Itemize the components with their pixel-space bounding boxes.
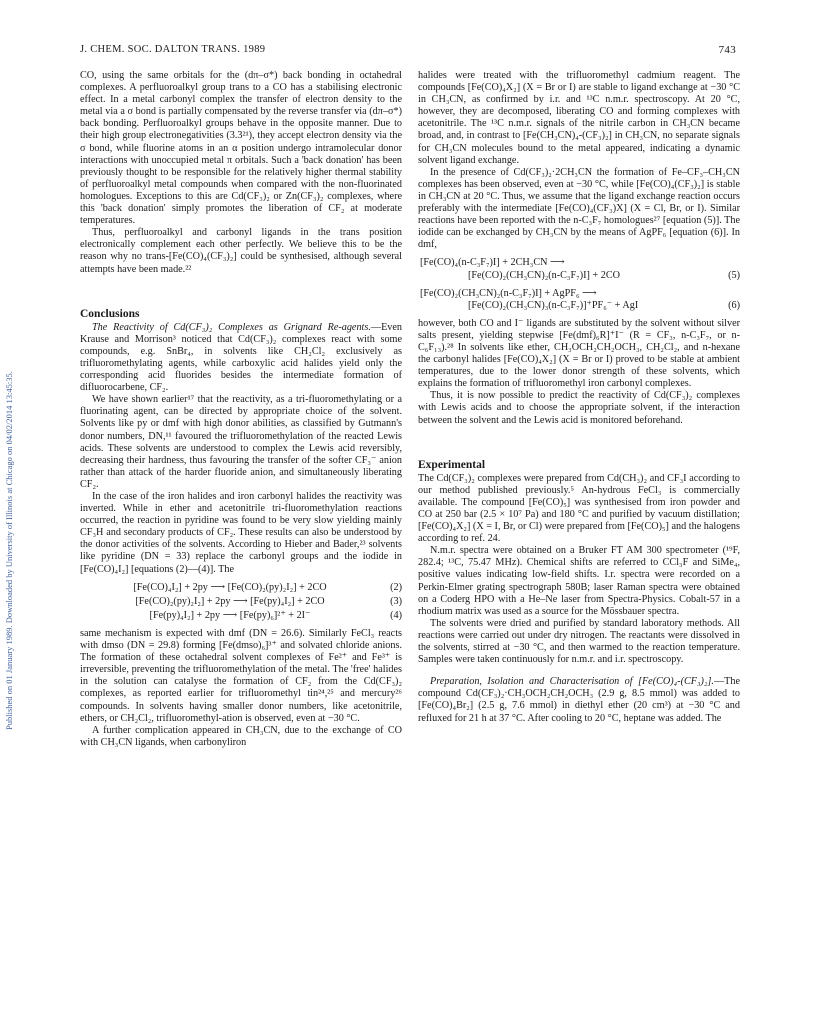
journal-title: J. CHEM. SOC. DALTON TRANS. 1989 bbox=[80, 44, 266, 55]
paragraph: N.m.r. spectra were obtained on a Bruker FT AM 300 spectrometer (¹⁹F, 282.4; ¹³C, 75.47 MHz). Chemical shifts are referred to CCl₃F and SiMe₄, positive values indicating low-field shifts. I.r. spectra were recorded on a Perkin-Elmer grating spectrograph 580B; laser Raman spectra were obtained on a Coderg HPO with a He–Ne laser from Spectra-Physics. Cobalt-57 in a rhodium matrix was used as a source for the Mössbauer spectra. bbox=[418, 545, 740, 617]
paragraph: Thus, perfluoroalkyl and carbonyl ligands in the trans position electronically complement each other perfectly. We believe this to be the reason why no trans-[Fe(CO)₄(CF₃)₂] could be synthesised, although several attempts have been made.²² bbox=[80, 227, 402, 275]
download-side-note[interactable]: Published on 01 January 1989. Downloaded by University of Illinois at Chicago on 04/02/2014 13:45:35. bbox=[4, 371, 14, 730]
page-number: 743 bbox=[718, 44, 736, 56]
right-column bbox=[418, 70, 740, 725]
equation-3: [Fe(CO)₂(py)₂I₂] + 2py ⟶ [Fe(py)₄I₂] + 2CO (3) bbox=[135, 595, 402, 607]
equation-6: [Fe(CO)₂(CH₃CN)₂(n-C₃F₇)I] + AgPF₆ ⟶ [Fe(CO)₂(CH₃CN)₃(n-C₃F₇)]⁺PF₆⁻ + AgI (6) bbox=[420, 287, 740, 311]
paragraph: The Reactivity of Cd(CF₃)₂ Complexes as Grignard Re-agents.—Even Krause and Morrison³ noticed that Cd(CF₃)₂ complexes react with some compounds, e.g. SnBr₄, in solvents like CH₂Cl₂ exclusively as trifluoromethylating agents, while carboxylic acid halides yield only the corresponding acid fluorides besides the intermediate formation of difluorocarbene, CF₂. bbox=[80, 321, 402, 394]
paragraph: halides were treated with the trifluoromethyl cadmium reagent. The compounds [Fe(CO)₄X₂] (X = Br or I) are stable to ligand exchange at −30 °C in CH₃CN, as confirmed by i.r. and ¹³C n.m.r. spectroscopy. At 20 °C, however, they are decomposed, liberating CO and forming complexes with acetonitrile. The ¹³C n.m.r. signals of the nitrile carbon in CH₃CN became broad, and, in contrast to [Fe(CH₃CN)₄-(CF₃)₂] in CH₃CN, no separate signals for CH₃CN molecules bound to the metal appeared, indicating a dynamic solvent ligand exchange. bbox=[418, 70, 740, 166]
equation-4: [Fe(py)₄I₂] + 2py ⟶ [Fe(py)₆]²⁺ + 2I⁻ (4) bbox=[149, 609, 402, 621]
equation-5: [Fe(CO)₄(n-C₃F₇)I] + 2CH₃CN ⟶ [Fe(CO)₂(CH₃CN)₂(n-C₃F₇)I] + 2CO (5) bbox=[420, 257, 740, 281]
equation-2: [Fe(CO)₄I₂] + 2py ⟶ [Fe(CO)₂(py)₂I₂] + 2CO (2) bbox=[133, 581, 402, 593]
section-heading-experimental: Experimental bbox=[418, 458, 486, 471]
paragraph: CO, using the same orbitals for the (dπ–σ*) back bonding in octahedral complexes. A perfluoroalkyl group trans to a CO has a stabilising electronic effect. In a metal carbonyl complex the transfer of electron density to the metal via a σ bond is partially compensated by the reverse transfer via (dπ–σ*) back bonding. Perfluoroalkyl groups behave in the opposite manner. Due to their high group electronegativities (3.3²¹), they accept electron density via the σ bond, while fluorine atoms in an α position undergo intramolecular donor interactions with unoccupied metal π orbitals. Such a 'back donation' has been previously thought to be responsible for the relatively higher thermal stability of perfluoroalkyl metal compounds when compared with the non-fluorinated homologues. Exceptions to this are Cd(CF₃)₂ or Zn(CF₃)₂ complexes, where this 'back donation' simply promotes the liberation of CF₂ at moderate temperatures. bbox=[80, 70, 402, 227]
paragraph: The solvents were dried and purified by standard laboratory methods. All reactions were carried out under dry nitrogen. The reactants were dissolved in the solvents, stirred at −30 °C, and then warmed to the reaction temperature. Samples were taken continuously for n.m.r. and i.r. spectroscopy. bbox=[418, 617, 740, 666]
paragraph: In the case of the iron halides and iron carbonyl halides the reactivity was inverted. While in ether and acetonitrile tri-fluoromethylation reactions occurred, the reaction in pyridine was found to be very slow yielding mainly CF₃H and secondary products of CF₂. These results can also be understood by the donor activities of the solvents. According to Hieber and Bader,²³ solvents like pyridine (DN = 33) replace the carbonyl groups and the iodide in [Fe(CO)₄I₂] [equations (2)—(4)]. The bbox=[80, 491, 402, 575]
running-header bbox=[80, 44, 736, 58]
left-column bbox=[80, 70, 402, 749]
section-heading-conclusions: Conclusions bbox=[80, 307, 140, 320]
paragraph: Preparation, Isolation and Characterisation of [Fe(CO)₄-(CF₃)₂].—The compound Cd(CF₃)₂·CH₃OCH₂CH₂OCH₃ (2.9 g, 8.5 mmol) was added to [Fe(CO)₄Br₂] (2.5 g, 7.6 mmol) in diethyl ether (20 cm³) at −30 °C and refluxed for 21 h at 37 °C. After cooling to 20 °C, heptane was added. The bbox=[418, 676, 740, 724]
paragraph: Thus, it is now possible to predict the reactivity of Cd(CF₃)₂ complexes with Lewis acids and to choose the appropriate solvent, if the interaction between the solvent and the Lewis acid is monitored beforehand. bbox=[418, 390, 740, 426]
paragraph: however, both CO and I⁻ ligands are substituted by the solvent without silver salts present, yielding stepwise [Fe(dmf)₆R]⁺I⁻ (R = CF₃, n-C₃F₇, or n-C₆F₁₃).²⁸ In solvents like ether, CH₃OCH₂CH₂OCH₃, CH₂Cl₂, and n-hexane the carbonyl halides [Fe(CO)₄X₂] (X = Br or I) proved to be stable at ambient temperatures, due to the lower donor strength of these solvents, which explains the formation of trifluoromethyl iron carbonyl complexes. bbox=[418, 317, 740, 390]
paragraph: A further complication appeared in CH₃CN, due to the exchange of CO with CH₃CN ligands, when carbonyliron bbox=[80, 724, 402, 748]
paragraph: In the presence of Cd(CF₃)₂·2CH₃CN the formation of Fe–CF₃–CH₃CN complexes has been observed, even at −30 °C, while [Fe(CO)₄(CF₃)₂] is stable in CH₃CN at 20 °C. Thus, we assume that the ligand exchange reaction occurs preferably with the intermediate [Fe(CO)₄(CF₃)X] (X = Cl, Br, or I). Similar reactions have been reported with the n-C₃F₇ homologues²⁷ [equation (5)]. The iodide can be exchanged by CH₃CN by the means of AgPF₆ [equation (6)]. In dmf, bbox=[418, 166, 740, 251]
paragraph: We have shown earlier¹⁷ that the reactivity, as a tri-fluoromethylating or a fluorinating agent, can be directed by appropriate choice of the solvent. Solvents like py or dmf with high donor abilities, as classified by Gutmann's donor numbers, DN,¹¹ favoured the trifluoromethylation of the reacted Lewis acids. These solvents are understood to complex the Lewis acid reversibly, decreasing their hardness, thus favouring the transfer of the softer CF₃⁻ anion rather than attack of the harder fluoride anion, and simultaneously liberating CF₂. bbox=[80, 394, 402, 490]
subsection-lead: The Reactivity of Cd(CF₃)₂ Complexes as Grignard Re-agents. bbox=[92, 321, 371, 333]
paragraph: same mechanism is expected with dmf (DN = 26.6). Similarly FeCl₃ reacts with dmso (DN = 29.8) forming [Fe(dmso)₆]³⁺ and solvated chloride anions. The formation of these octahedral solvent complexes of Fe²⁺ and Fe³⁺ is irreversible, preventing the trifluoromethylation of the metal. The 'free' halides in the solution can catalyse the formation of CF₂ from the Cd(CF₃)₂ complexes, as reported earlier for trifluoromethyl tin²⁴,²⁵ and mercury²⁶ compounds. In solvents having smaller donor numbers, like acetonitrile, ethers, or CH₂Cl₂, trifluoromethyl-ation is observed, even at −30 °C. bbox=[80, 627, 402, 724]
equation-block bbox=[80, 582, 402, 622]
paragraph: The Cd(CF₃)₂ complexes were prepared from Cd(CH₃)₂ and CF₃I according to our method published previously.⁵ An-hydrous FeCl₃ is commercially available. The compound [Fe(CO)₅] was synthesised from iron powder and CO at 250 bar (2.5 × 10⁷ Pa) and 180 °C and purified by vacuum distillation; [Fe(CO)₄X₂] (X = I, Br, or Cl) were prepared from [Fe(CO)₅] and the halogens according to ref. 24. bbox=[418, 472, 740, 545]
subsection-lead: Preparation, Isolation and Characterisation of [Fe(CO)₄-(CF₃)₂]. bbox=[430, 676, 714, 688]
